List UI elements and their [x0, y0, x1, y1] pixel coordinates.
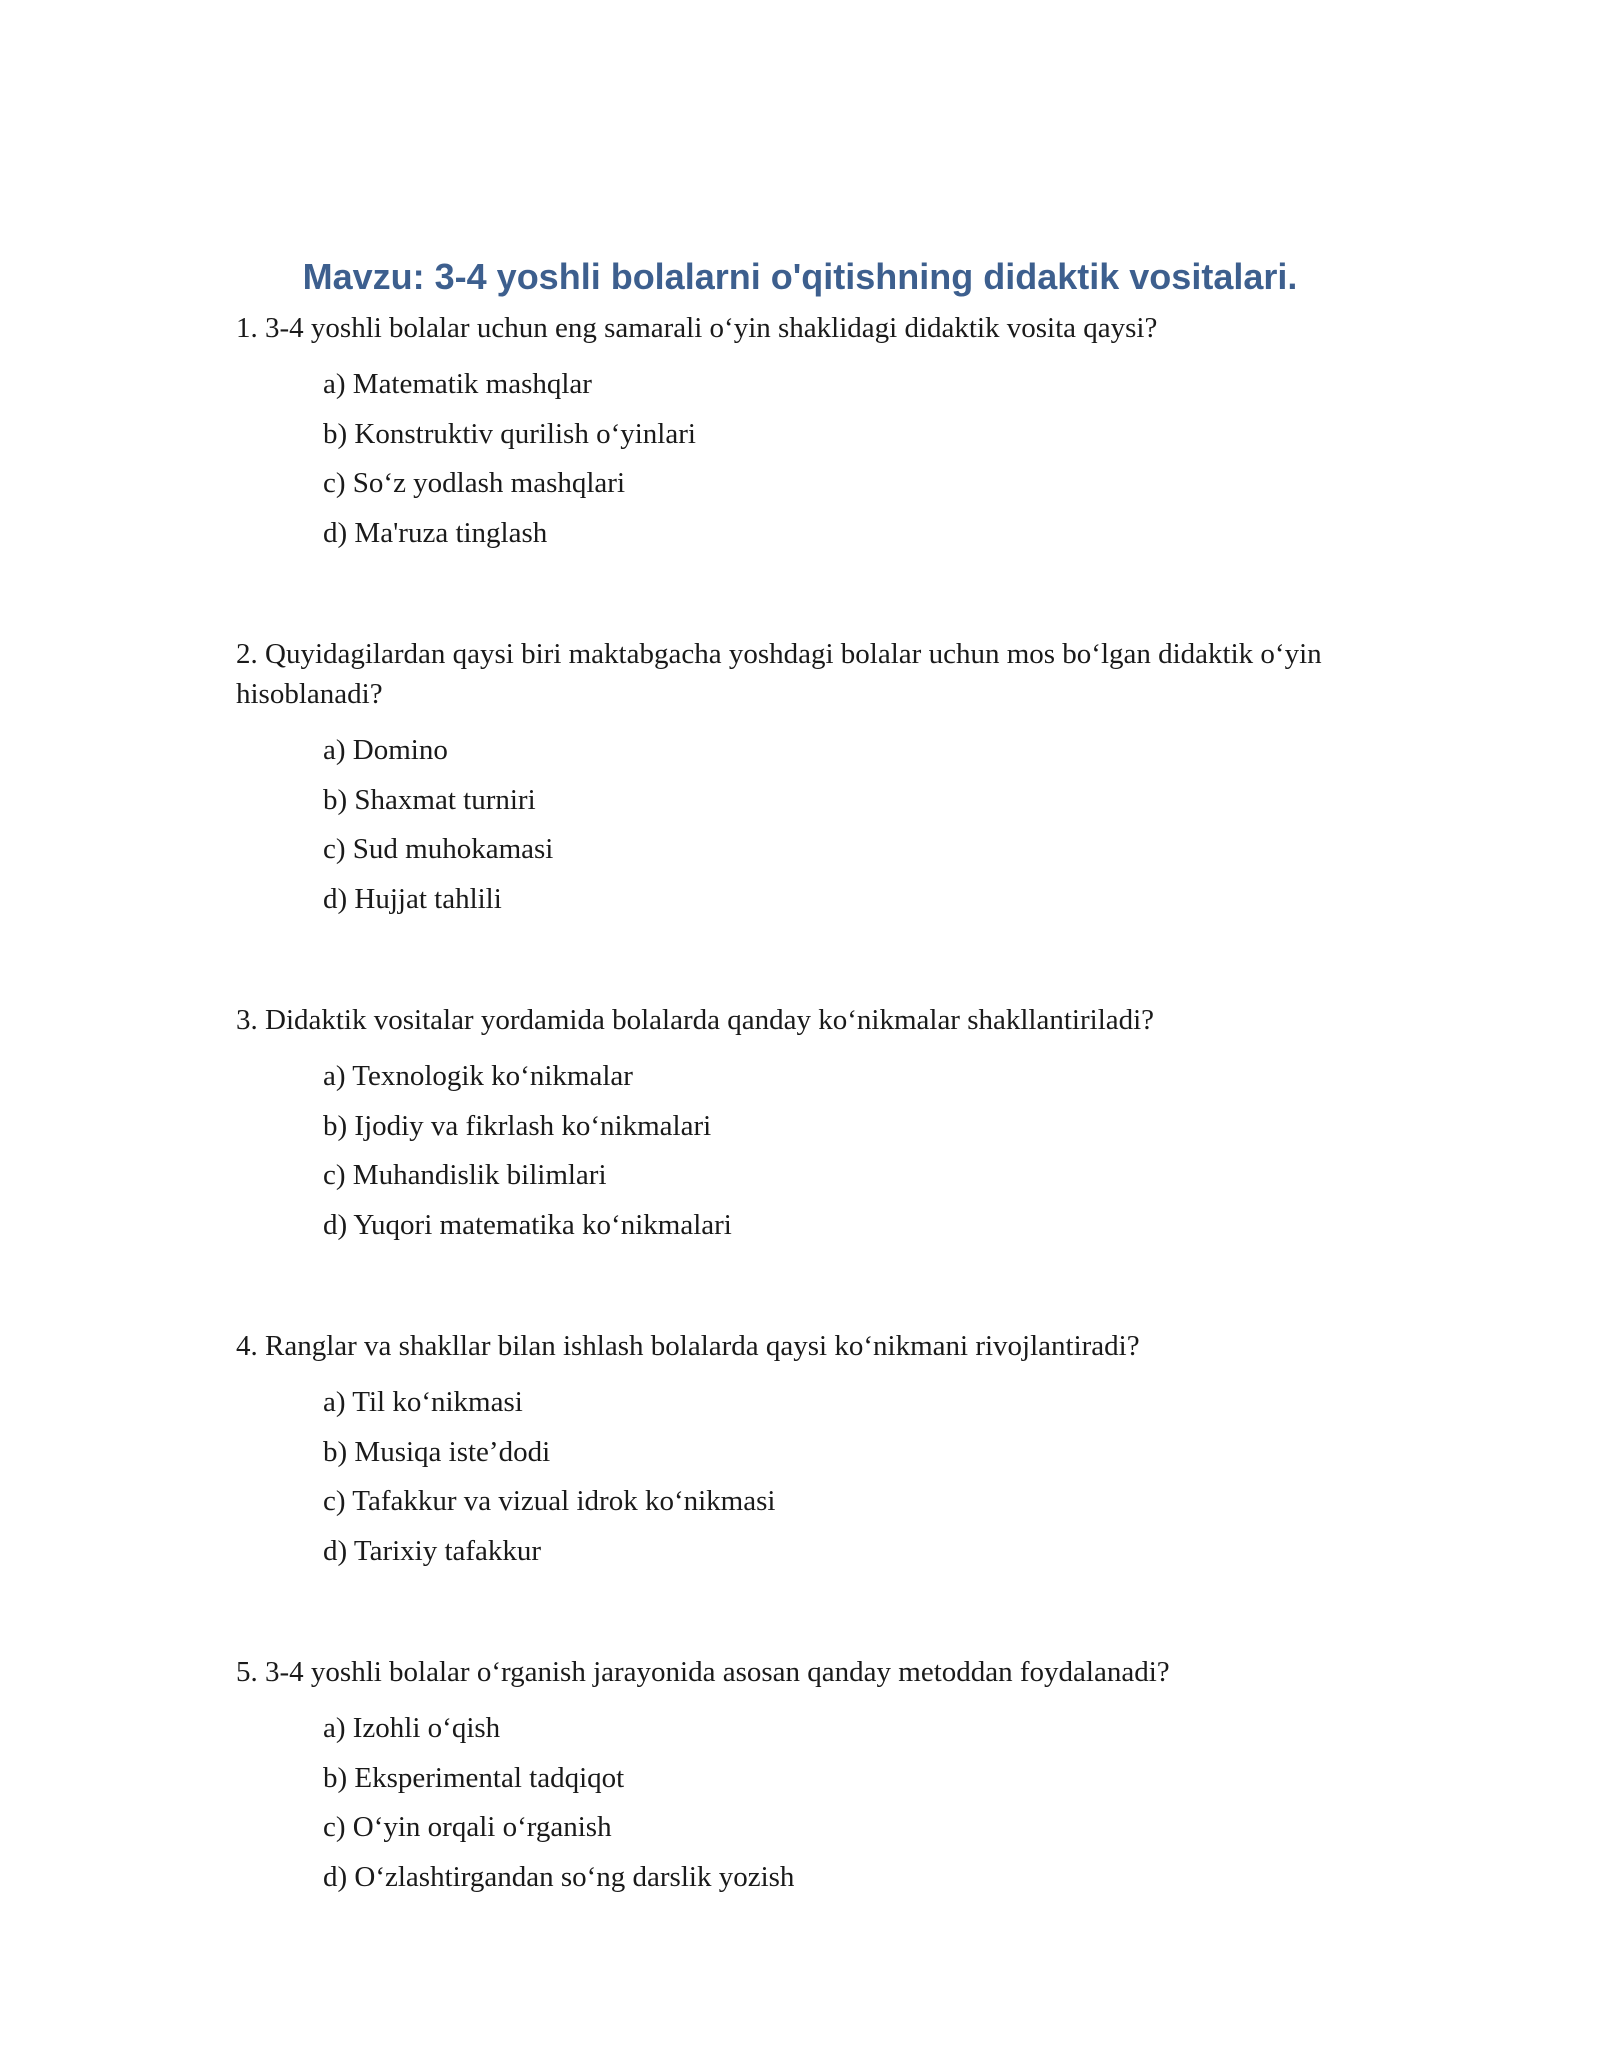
option-a: a) Matematik mashqlar	[323, 368, 592, 400]
option-list	[323, 1052, 1366, 1250]
option-b: b) Ijodiy va fikrlash ko‘nikmalari	[323, 1109, 712, 1142]
option-d: d) Yuqori matematika ko‘nikmalari	[323, 1208, 732, 1241]
question-text: 5. 3-4 yoshli bolalar o‘rganish jarayonida asosan qanday metoddan foydalanadi?	[236, 1656, 1170, 1688]
option-b: b) Shaxmat turniri	[323, 783, 536, 816]
option-a: a) Izohli o‘qish	[323, 1712, 501, 1744]
option-list	[323, 1378, 1366, 1576]
question-1	[236, 308, 1366, 558]
question-4	[236, 1326, 1366, 1576]
option-d: d) Tarixiy tafakkur	[323, 1534, 542, 1567]
option-c: c) So‘z yodlash mashqlari	[323, 467, 626, 499]
option-list	[323, 726, 1366, 924]
question-text: 1. 3-4 yoshli bolalar uchun eng samarali o‘yin shaklidagi didaktik vosita qaysi?	[236, 312, 1158, 344]
question-list	[236, 308, 1366, 1902]
option-b: b) Eksperimental tadqiqot	[323, 1761, 625, 1794]
question-3	[236, 1000, 1366, 1250]
option-c: c) Tafakkur va vizual idrok ko‘nikmasi	[323, 1485, 776, 1517]
option-list	[323, 360, 1366, 558]
option-d: d) Ma'ruza tinglash	[323, 516, 548, 549]
option-d: d) Hujjat tahlili	[323, 882, 502, 915]
option-a: a) Texnologik ko‘nikmalar	[323, 1060, 633, 1092]
option-c: c) O‘yin orqali o‘rganish	[323, 1811, 612, 1843]
question-text: 4. Ranglar va shakllar bilan ishlash bolalarda qaysi ko‘nikmani rivojlantiradi?	[236, 1330, 1140, 1362]
option-list	[323, 1704, 1366, 1902]
option-b: b) Konstruktiv qurilish o‘yinlari	[323, 417, 696, 450]
question-2	[236, 634, 1366, 924]
question-text: 3. Didaktik vositalar yordamida bolalarda qanday ko‘nikmalar shakllantiriladi?	[236, 1004, 1155, 1036]
option-b: b) Musiqa iste’dodi	[323, 1435, 551, 1468]
option-d: d) O‘zlashtirgandan so‘ng darslik yozish	[323, 1860, 795, 1893]
option-c: c) Muhandislik bilimlari	[323, 1159, 607, 1191]
option-a: a) Til ko‘nikmasi	[323, 1386, 523, 1418]
question-5	[236, 1652, 1366, 1902]
page-title: Mavzu: 3-4 yoshli bolalarni o'qitishning didaktik vositalari.	[302, 256, 1298, 297]
option-c: c) Sud muhokamasi	[323, 833, 554, 865]
question-text: 2. Quyidagilardan qaysi biri maktabgacha yoshdagi bolalar uchun mos bo‘lgan didaktik o‘yin hisoblanadi?	[236, 638, 1322, 710]
option-a: a) Domino	[323, 734, 448, 766]
